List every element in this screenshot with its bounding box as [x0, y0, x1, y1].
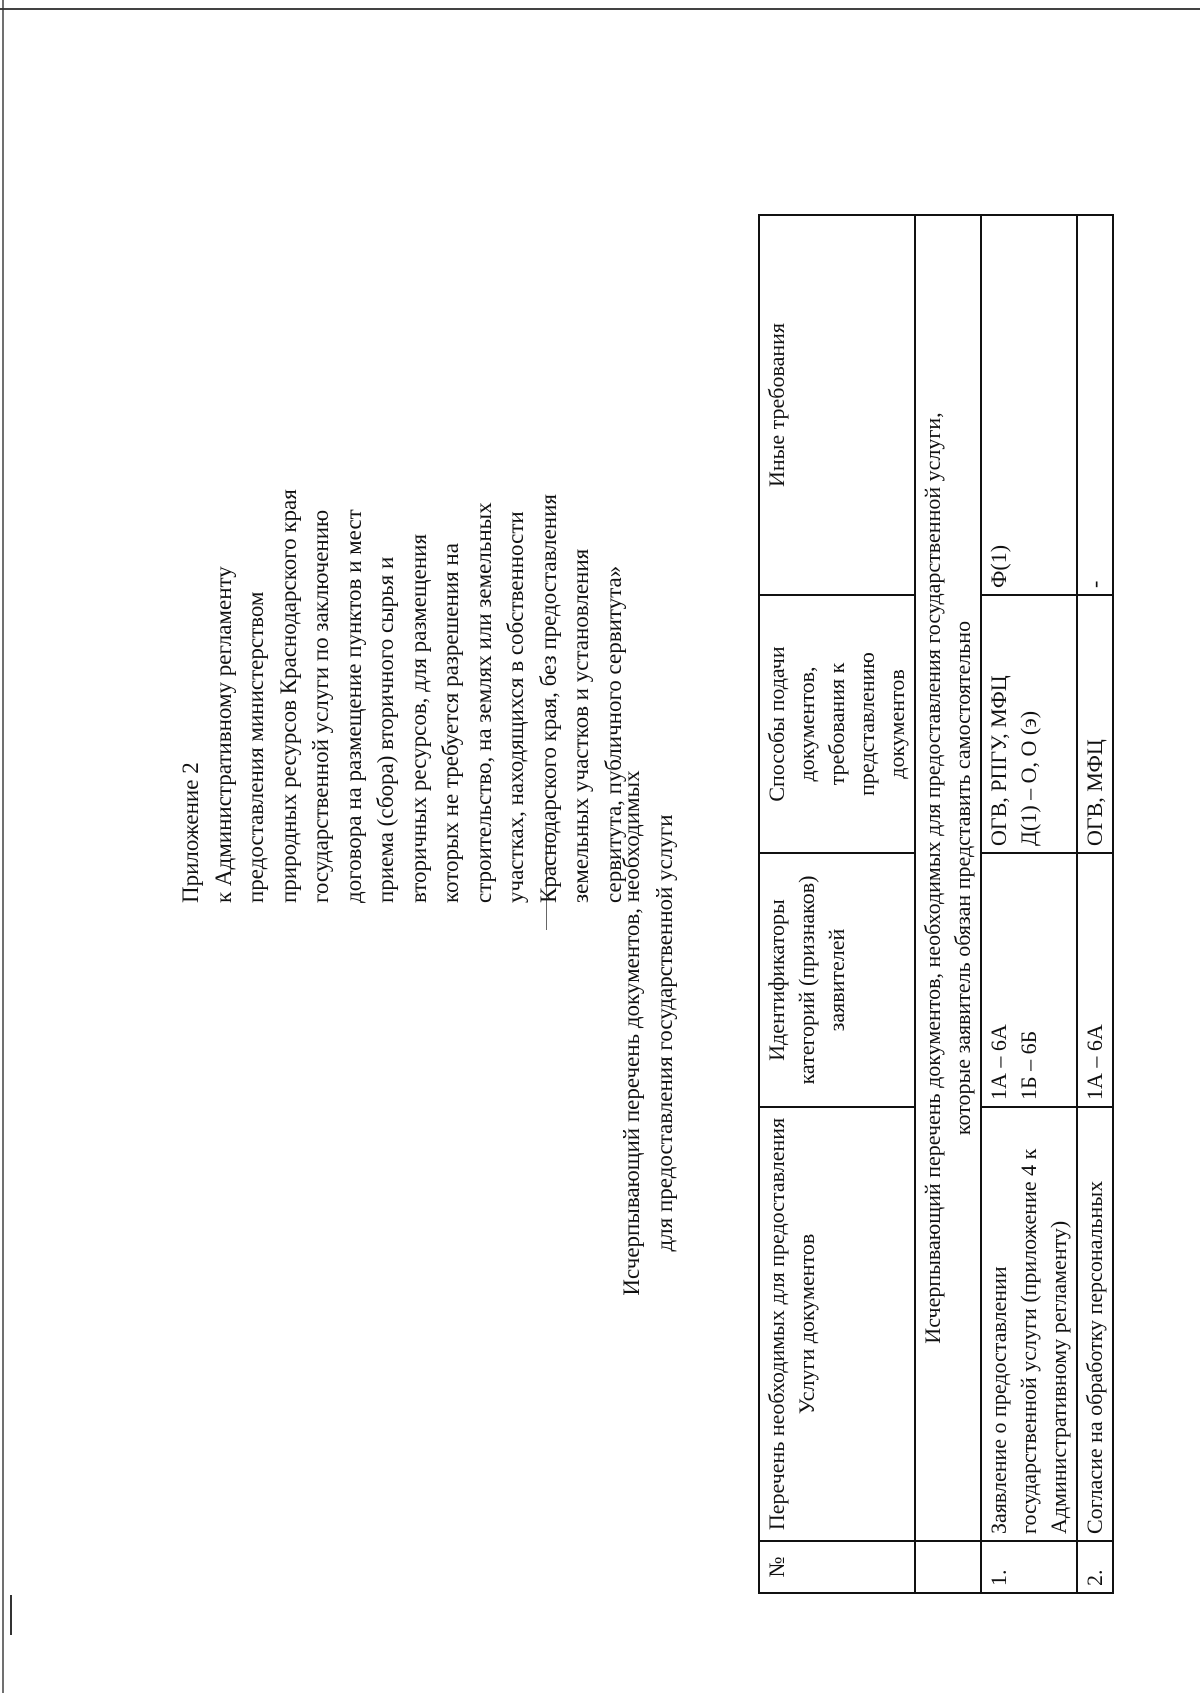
appendix-line: которых не требуется разрешения на [438, 543, 463, 903]
document-title [615, 483, 681, 1583]
appendix-line: участках, находящихся в собственности [503, 511, 528, 903]
header-name-line: Услуги документов [794, 1233, 819, 1415]
section-num-cell [915, 1541, 981, 1593]
row-name-line: Заявление о предоставлении [986, 1266, 1011, 1534]
title-line-1: Исчерпывающий перечень документов, необходимых [619, 770, 644, 1296]
section-row [915, 215, 981, 1593]
title-line-2: для предоставления государственной услуги [652, 814, 677, 1252]
rotated-page [0, 173, 1180, 1693]
row-ways-line: Д(1) – О, О (э) [1016, 710, 1041, 846]
table-header-row [759, 215, 915, 1593]
header-ways-line: требования к [824, 662, 849, 786]
header-ids-line: категорий (признаков) [794, 875, 819, 1085]
row-name [981, 1107, 1077, 1541]
scan-edge-top [0, 8, 1200, 10]
appendix-line: к Административному регламенту [210, 566, 236, 903]
appendix-line: договора на размещение пунктов и мест [340, 509, 366, 903]
section-line: Исчерпывающий перечень документов, необходимых для предоставления государственной услуги, [920, 412, 945, 1344]
header-ways [759, 595, 915, 853]
row-num: 1. [981, 1541, 1077, 1593]
appendix-line: природных ресурсов Краснодарского края [275, 489, 301, 903]
section-line: которые заявитель обязан представить самостоятельно [950, 620, 975, 1136]
appendix-block [175, 203, 630, 903]
row-ids: 1А – 6А [1077, 853, 1113, 1107]
appendix-line: предоставления министерством [243, 591, 268, 903]
header-ids [759, 853, 915, 1107]
appendix-line: вторичных ресурсов, для размещения [405, 533, 431, 903]
table-row [981, 215, 1077, 1593]
appendix-line: Приложение 2 [178, 762, 203, 903]
header-num: № [759, 1541, 915, 1593]
documents-table [758, 214, 1114, 1594]
header-ids-line: заявителей [824, 928, 849, 1032]
row-ids-line: 1Б – 6Б [1016, 1030, 1041, 1100]
row-other: - [1077, 215, 1113, 595]
row-ways-line: ОГВ, РПГУ, МФЦ [986, 675, 1011, 846]
appendix-line: приема (сбора) вторичного сырья и [373, 556, 398, 903]
row-name-line: Административному регламенту) [1046, 1220, 1071, 1534]
header-name [759, 1107, 915, 1541]
appendix-line: сервитута, публичного сервитута» [600, 565, 626, 903]
header-other: Иные требования [759, 215, 915, 595]
header-ways-line: Способы подачи [764, 646, 789, 802]
header-ways-line: документов [884, 669, 909, 779]
section-title [915, 215, 981, 1541]
appendix-line: строительство, на землях или земельных [470, 502, 496, 903]
row-other: Ф(1) [981, 215, 1077, 595]
row-num: 2. [1077, 1541, 1113, 1593]
header-ways-line: представлению [854, 652, 879, 796]
row-ids-line: 1А – 6А [986, 1024, 1011, 1100]
appendix-line: Краснодарского края, без предоставления [535, 493, 561, 903]
header-name-line: Перечень необходимых для предоставления [764, 1117, 789, 1531]
table-row [1077, 215, 1113, 1593]
header-ways-line: документов, [794, 666, 819, 782]
row-name: Согласие на обработку персональных [1077, 1107, 1113, 1541]
row-ids [981, 853, 1077, 1107]
row-ways [981, 595, 1077, 853]
appendix-line: земельных участков и установления [568, 548, 593, 903]
appendix-line: государственной услуги по заключению [308, 509, 333, 903]
header-ids-line: Идентификаторы [764, 899, 789, 1061]
row-ways: ОГВ, МФЦ [1077, 595, 1113, 853]
row-name-line: государственной услуги (приложение 4 к [1016, 1148, 1041, 1534]
